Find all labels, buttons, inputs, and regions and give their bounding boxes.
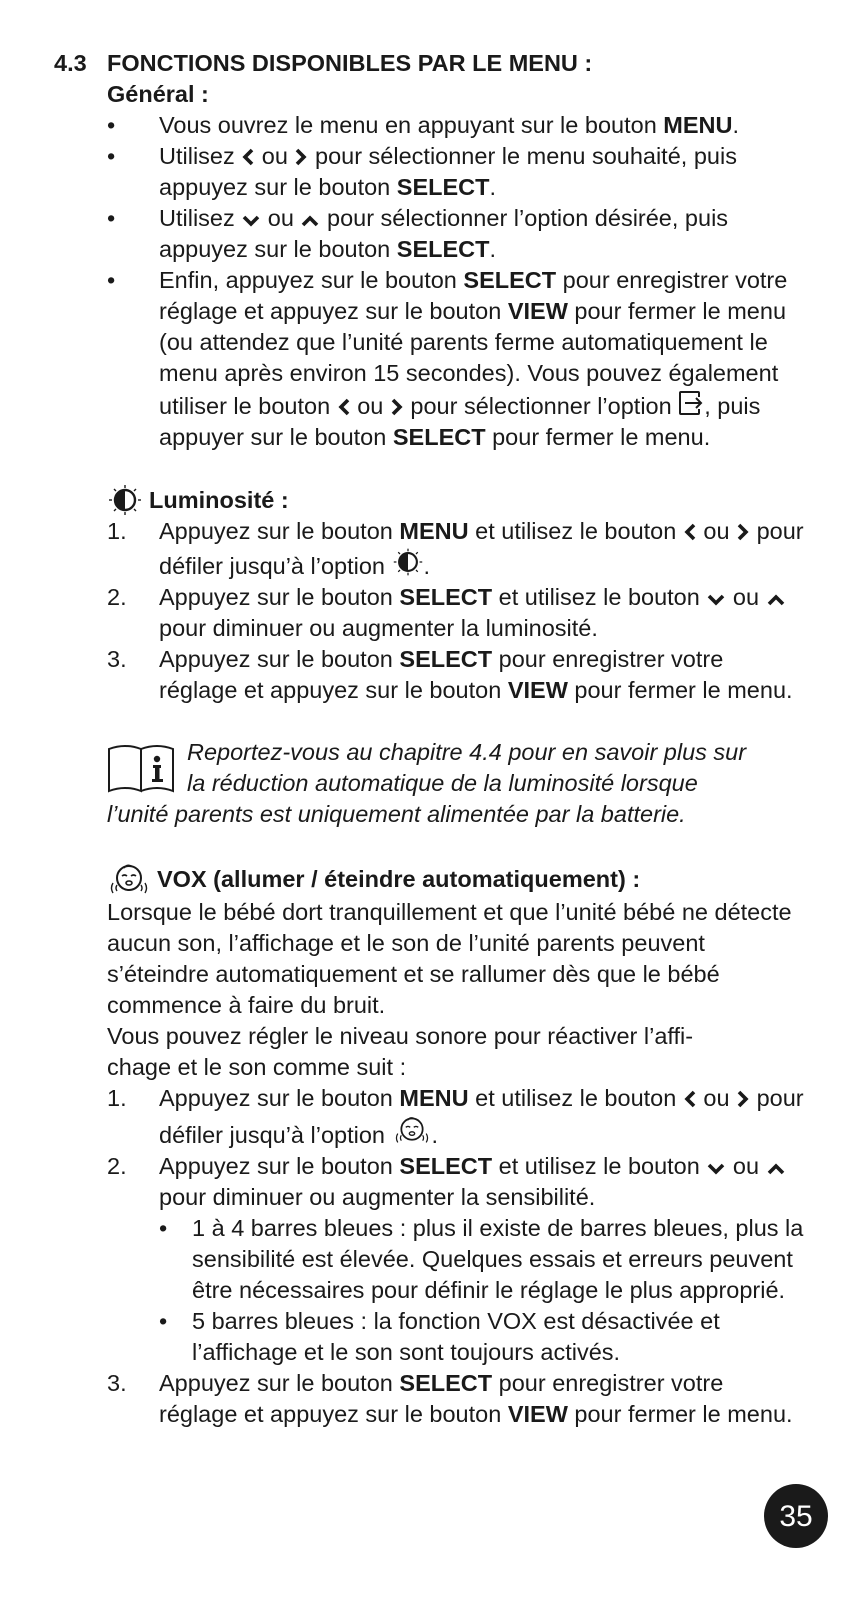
general-item-2: • Utilisez ou pour sélectionner le menu souhaité, puis appuyez sur le bouton SELECT. bbox=[107, 143, 737, 200]
page-number: 35 bbox=[764, 1484, 828, 1548]
chevron-right-icon bbox=[294, 147, 308, 167]
vox-step-2: 2. Appuyez sur le bouton SELECT et utilisez le bouton ou pour diminuer ou augmenter la sensibilité. bbox=[107, 1151, 807, 1213]
chevron-down-icon bbox=[706, 592, 726, 608]
exit-icon bbox=[678, 389, 704, 417]
chevron-right-icon bbox=[736, 1089, 750, 1109]
chevron-right-icon bbox=[736, 522, 750, 542]
vox-heading bbox=[107, 861, 807, 897]
sleeping-baby-icon bbox=[107, 861, 151, 897]
general-item-3: • Utilisez ou pour sélectionner l’option désirée, puis appuyez sur le bouton SELECT. bbox=[107, 205, 729, 262]
vox-paragraph-1: Lorsque le bébé dort tranquillement et que l’unité bébé ne détecte aucun son, l’affichage et le son de l’unité parents peuvent s’éteindre automatiquement et se rallumer dès que le bébé commence à faire du bruit. bbox=[107, 899, 792, 1018]
general-title: Général : bbox=[107, 81, 209, 107]
chevron-down-icon bbox=[241, 213, 261, 229]
brightness-icon bbox=[392, 547, 424, 577]
chevron-left-icon bbox=[241, 147, 255, 167]
brightness-title: Luminosité : bbox=[149, 486, 289, 513]
vox-title: VOX (allumer / éteindre automatiquement) : bbox=[157, 865, 641, 892]
sleeping-baby-icon bbox=[392, 1114, 432, 1146]
chevron-left-icon bbox=[683, 1089, 697, 1109]
bullet: • bbox=[107, 205, 116, 231]
chevron-up-icon bbox=[766, 1161, 786, 1177]
vox-subbullet-1: • 1 à 4 barres bleues : plus il existe de barres bleues, plus la sensibilité est élevée. Quelques essais et erreurs peuvent être nécessaires pour définir le réglage le plus approprié. bbox=[159, 1215, 804, 1303]
bullet: • bbox=[107, 112, 116, 138]
general-item-4: • Enfin, appuyez sur le bouton SELECT pour enregistrer votre réglage et appuyez sur le bouton VIEW pour fermer le menu (ou attendez que l’unité parents ferme automatiquement le menu après environ 15 secondes). Vous pouvez également utiliser le bouton ou pour sélectionner l’option , puis appuyer sur le bouton SELECT pour fermer le menu. bbox=[107, 267, 788, 450]
chevron-up-icon bbox=[766, 592, 786, 608]
vox-paragraph-2a: Vous pouvez régler le niveau sonore pour réactiver l’affi- bbox=[107, 1023, 694, 1049]
chevron-up-icon bbox=[300, 213, 320, 229]
brightness-step-2: 2. Appuyez sur le bouton SELECT et utilisez le bouton ou pour diminuer ou augmenter la luminosité. bbox=[107, 582, 807, 644]
bullet: • bbox=[107, 143, 116, 169]
chevron-left-icon bbox=[337, 397, 351, 417]
chevron-right-icon bbox=[390, 397, 404, 417]
chevron-down-icon bbox=[706, 1161, 726, 1177]
section-title: FONCTIONS DISPONIBLES PAR LE MENU : bbox=[107, 50, 593, 76]
info-note: Reportez-vous au chapitre 4.4 pour en savoir plus sur la réduction automatique de la luminosité lorsque l’unité parents est uniquement alimentée par la batterie. bbox=[107, 739, 747, 827]
brightness-icon bbox=[107, 484, 143, 516]
bullet: • bbox=[107, 267, 116, 293]
vox-step-1: 1. Appuyez sur le bouton MENU et utilisez le bouton ou pour défiler jusqu’à l’option . bbox=[107, 1085, 804, 1148]
section-body bbox=[107, 79, 807, 1430]
brightness-heading bbox=[107, 484, 807, 516]
section-number: 4.3 bbox=[54, 50, 87, 76]
bullet: • bbox=[159, 1215, 168, 1241]
info-book-icon bbox=[107, 741, 177, 793]
vox-subbullet-2: • 5 barres bleues : la fonction VOX est désactivée et l’affichage et le son sont toujours activés. bbox=[159, 1308, 720, 1365]
bullet: • bbox=[159, 1308, 168, 1334]
brightness-step-3: 3. Appuyez sur le bouton SELECT pour enregistrer votre réglage et appuyez sur le bouton VIEW pour fermer le menu. bbox=[107, 646, 793, 703]
brightness-step-1: 1. Appuyez sur le bouton MENU et utilisez le bouton ou pour défiler jusqu’à l’option . bbox=[107, 518, 804, 579]
vox-paragraph-2b: chage et le son comme suit : bbox=[107, 1054, 407, 1080]
vox-step-3: 3. Appuyez sur le bouton SELECT pour enregistrer votre réglage et appuyez sur le bouton VIEW pour fermer le menu. bbox=[107, 1370, 793, 1427]
chevron-left-icon bbox=[683, 522, 697, 542]
general-item-1: • Vous ouvrez le menu en appuyant sur le bouton MENU. bbox=[107, 110, 807, 141]
